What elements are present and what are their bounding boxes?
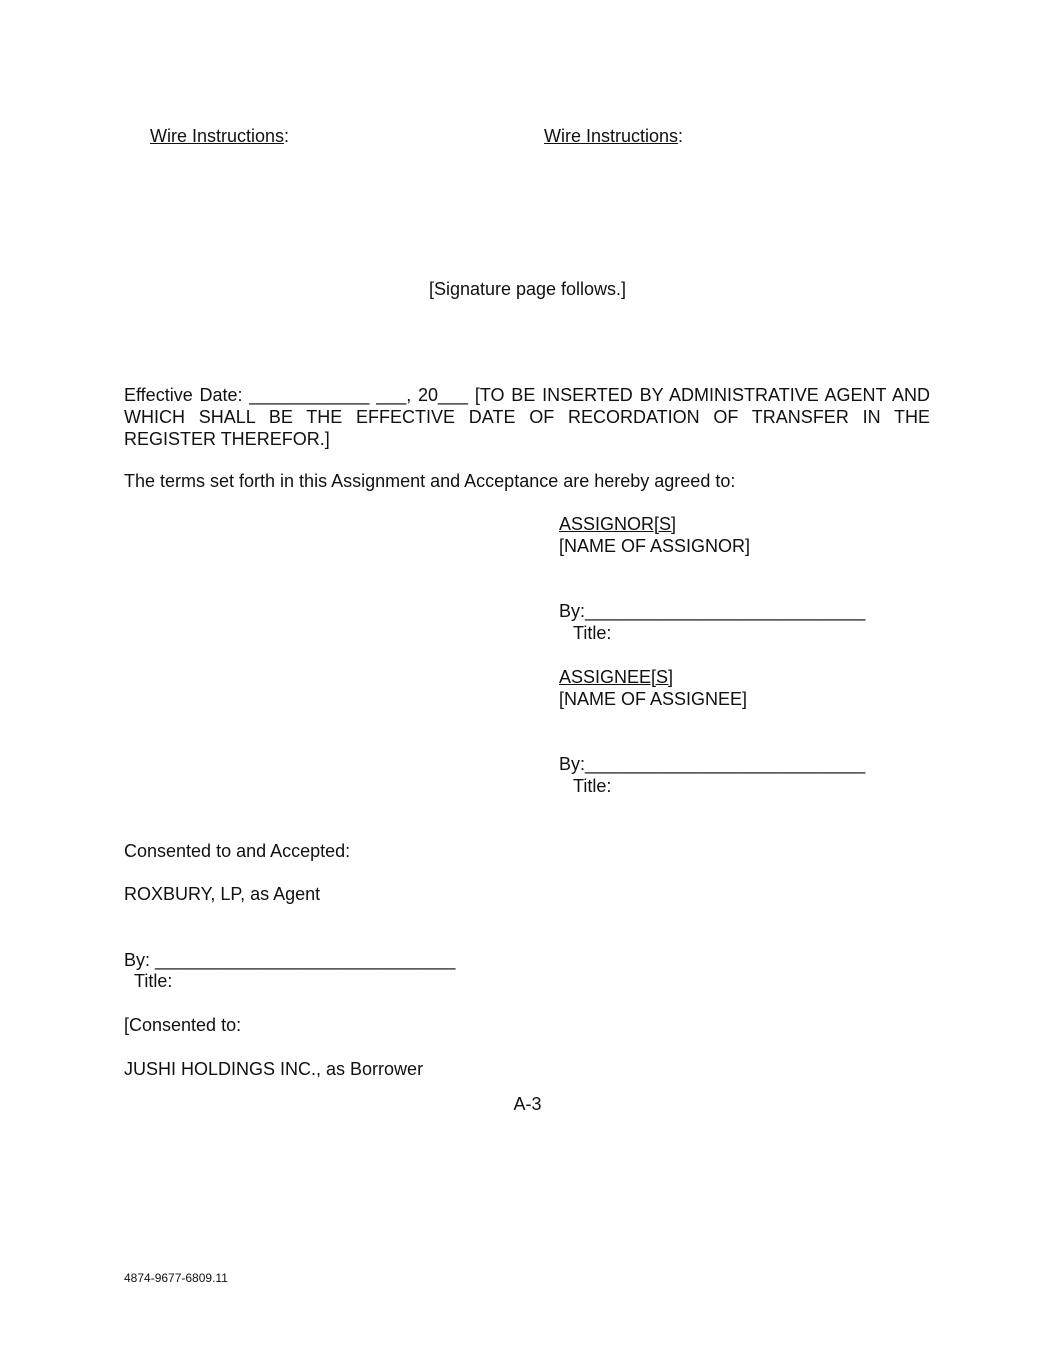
signature-page-note: [Signature page follows.] (428, 279, 627, 299)
wire-instructions-left-colon: : (284, 126, 290, 146)
agent-title-label: Title: (134, 971, 173, 991)
wire-instructions-right (544, 125, 683, 147)
consented-to-label: [Consented to: (124, 1015, 242, 1035)
assignee-name: [NAME OF ASSIGNEE] (559, 689, 748, 709)
agent-signature-line: By: ______________________________ (124, 950, 456, 970)
assignor-signature-line: By:____________________________ (559, 601, 866, 621)
borrower-name: JUSHI HOLDINGS INC., as Borrower (124, 1059, 424, 1079)
assignee-heading: ASSIGNEE[S] (559, 667, 674, 687)
assignor-name: [NAME OF ASSIGNOR] (559, 536, 751, 556)
terms-statement: The terms set forth in this Assignment and Acceptance are hereby agreed to: (124, 471, 736, 491)
assignee-title-label: Title: (573, 776, 612, 796)
assignee-signature-line: By:____________________________ (559, 754, 866, 774)
wire-instructions-left (150, 125, 289, 147)
consent-heading: Consented to and Accepted: (124, 841, 351, 861)
wire-instructions-right-colon: : (678, 126, 684, 146)
effective-date-paragraph: Effective Date: ____________ ___, 20___ [TO BE INSERTED BY ADMINISTRATIVE AGENT AND WHICH SHALL BE THE EFFECTIVE DATE OF RECORDATION OF TRANSFER IN THE REGISTER THEREFOR.] (124, 385, 930, 449)
wire-instructions-left-label: Wire Instructions (150, 126, 285, 146)
page-number: A-3 (513, 1094, 542, 1114)
document-id: 4874-9677-6809.11 (124, 1271, 228, 1285)
wire-instructions-right-label: Wire Instructions (544, 126, 679, 146)
assignor-title-label: Title: (573, 623, 612, 643)
assignor-heading: ASSIGNOR[S] (559, 514, 677, 534)
agent-name: ROXBURY, LP, as Agent (124, 884, 321, 904)
